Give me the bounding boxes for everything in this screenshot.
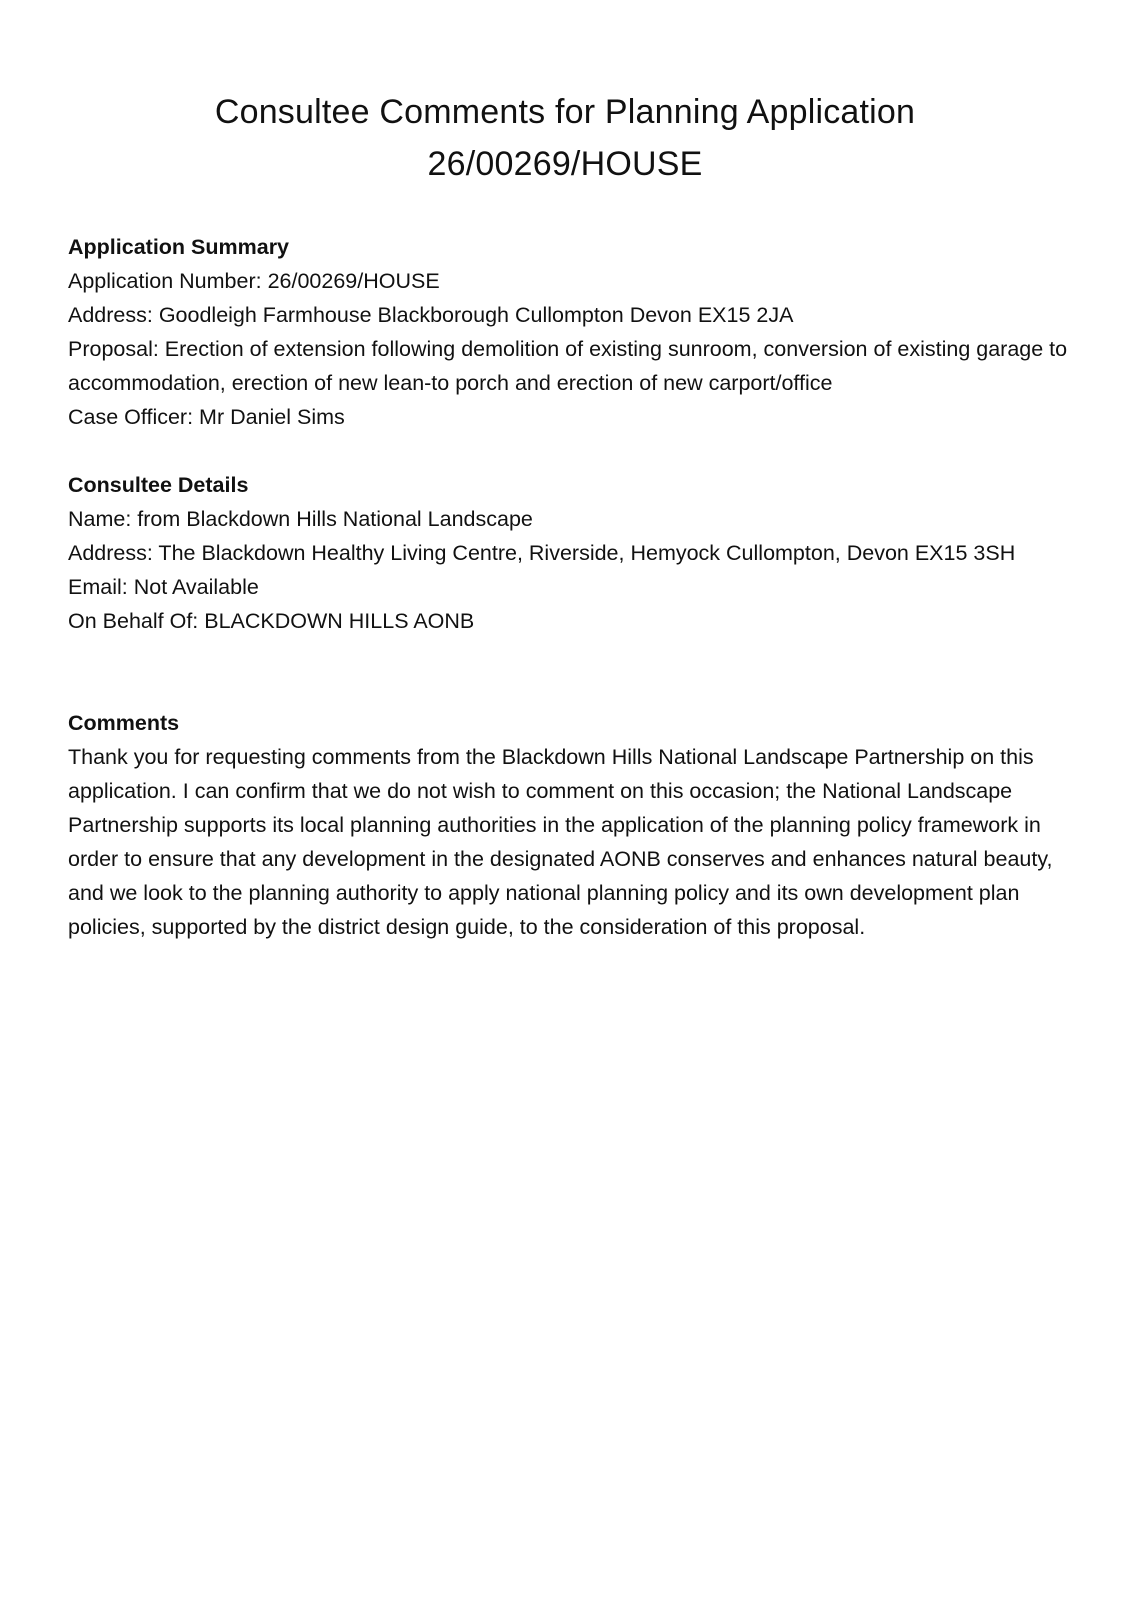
page-title-line-2: 26/00269/HOUSE [427,145,703,183]
application-summary-heading: Application Summary [68,235,290,259]
consultee-details-section [68,468,1068,638]
application-address: Address: Goodleigh Farmhouse Blackborough Cullompton Devon EX15 2JA [68,303,794,327]
application-number: Application Number: 26/00269/HOUSE [68,269,440,293]
application-proposal: Proposal: Erection of extension following demolition of existing sunroom, conversion of existing garage to accommodation, erection of new lean-to porch and erection of new carport/office [68,337,1068,395]
consultee-email: Email: Not Available [68,575,259,599]
comments-body: Thank you for requesting comments from the Blackdown Hills National Landscape Partnership on this application. I can confirm that we do not wish to comment on this occasion; the National Landscape Partnership supports its local planning authorities in the application of the planning policy framework in order to ensure that any development in the designated AONB conserves and enhances natural beauty, and we look to the planning authority to apply national planning policy and its own development plan policies, supported by the district design guide, to the consideration of this proposal. [68,745,1053,939]
application-summary-section [68,230,1068,434]
comments-heading: Comments [68,711,180,735]
page-title [0,86,1130,190]
consultee-address: Address: The Blackdown Healthy Living Centre, Riverside, Hemyock Cullompton, Devon EX15 3SH [68,541,1016,565]
comments-section [68,706,1068,944]
consultee-on-behalf-of: On Behalf Of: BLACKDOWN HILLS AONB [68,609,475,633]
consultee-name: Name: from Blackdown Hills National Landscape [68,507,533,531]
case-officer: Case Officer: Mr Daniel Sims [68,405,345,429]
consultee-details-heading: Consultee Details [68,473,249,497]
page-title-line-1: Consultee Comments for Planning Application [214,93,916,131]
